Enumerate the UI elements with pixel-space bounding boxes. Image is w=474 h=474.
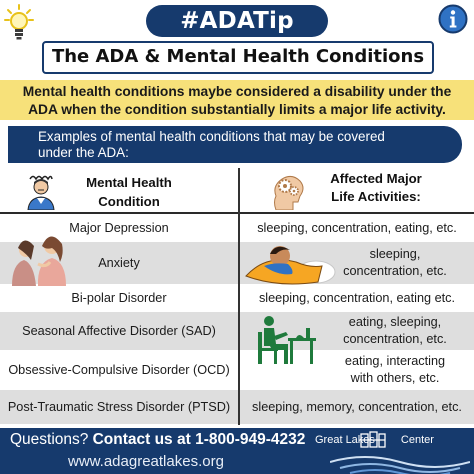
page-title: The ADA & Mental Health Conditions xyxy=(42,41,434,74)
activities-cell xyxy=(320,312,470,350)
examples-banner xyxy=(8,126,462,163)
lightbulb-icon xyxy=(4,4,34,42)
lake-waves-graphic xyxy=(330,450,470,474)
activities-cell: sleeping, concentration, eating etc. xyxy=(258,290,456,305)
activities-cell: sleeping, memory, concentration, etc. xyxy=(252,399,462,414)
column-header-condition xyxy=(62,173,196,211)
column-divider xyxy=(238,168,240,425)
website-link[interactable]: www.adagreatlakes.org xyxy=(68,453,224,470)
examples-line-1: Examples of mental health conditions that may be covered xyxy=(38,129,385,144)
sleeping-person-illustration xyxy=(244,242,336,286)
table-row xyxy=(0,284,474,312)
activities-cell: sleeping, concentration, eating, etc. xyxy=(257,220,457,235)
table-row xyxy=(0,312,474,350)
info-icon xyxy=(438,4,468,34)
activities-line-2: with others, etc. xyxy=(350,371,440,385)
footer xyxy=(0,428,474,474)
women-illustration xyxy=(8,224,72,286)
questions-label: Questions? xyxy=(10,431,89,448)
activities-line-1: sleeping, xyxy=(369,247,421,261)
condition-cell: Bi-polar Disorder xyxy=(71,290,167,305)
column-header-activities xyxy=(306,170,446,206)
contact-phone[interactable]: Contact us at 1-800-949-4232 xyxy=(92,431,306,448)
activities-line-2: concentration, etc. xyxy=(343,264,447,278)
org-name-right: Center xyxy=(400,434,434,446)
condition-cell: Anxiety xyxy=(98,255,140,270)
intro-line-1: Mental health conditions maybe considered a disability under the xyxy=(22,84,452,99)
condition-cell: Major Depression xyxy=(69,220,169,235)
eating-person-icon xyxy=(256,314,318,366)
condition-cell: Seasonal Affective Disorder (SAD) xyxy=(22,323,216,338)
stressed-person-icon xyxy=(22,170,60,210)
activities-line-1: eating, sleeping, xyxy=(348,315,442,329)
column-header-activities-line-1: Affected Major xyxy=(330,171,422,186)
activities-cell xyxy=(320,242,470,284)
examples-line-2: under the ADA: xyxy=(38,145,129,160)
activities-line-1: eating, interacting xyxy=(344,354,446,368)
hashtag-badge: #ADATip xyxy=(146,5,328,37)
org-name-left: Great Lakes xyxy=(315,434,375,446)
activities-line-2: concentration, etc. xyxy=(343,332,447,346)
condition-cell: Post-Traumatic Stress Disorder (PTSD) xyxy=(7,399,231,414)
column-header-activities-line-2: Life Activities: xyxy=(331,189,421,204)
activities-cell xyxy=(320,350,470,390)
ada-center-logo xyxy=(360,431,386,449)
table-row xyxy=(0,390,474,424)
intro-line-2: ADA when the condition substantially limits a major life activity. xyxy=(28,101,446,117)
brain-gears-icon xyxy=(268,172,306,210)
column-header-condition-line-2: Condition xyxy=(98,194,160,209)
intro-statement xyxy=(0,80,474,120)
condition-cell: Obsessive-Compulsive Disorder (OCD) xyxy=(8,362,230,377)
column-header-condition-line-1: Mental Health xyxy=(86,175,172,190)
table-row xyxy=(0,350,474,390)
footer-contact-line xyxy=(10,430,305,450)
